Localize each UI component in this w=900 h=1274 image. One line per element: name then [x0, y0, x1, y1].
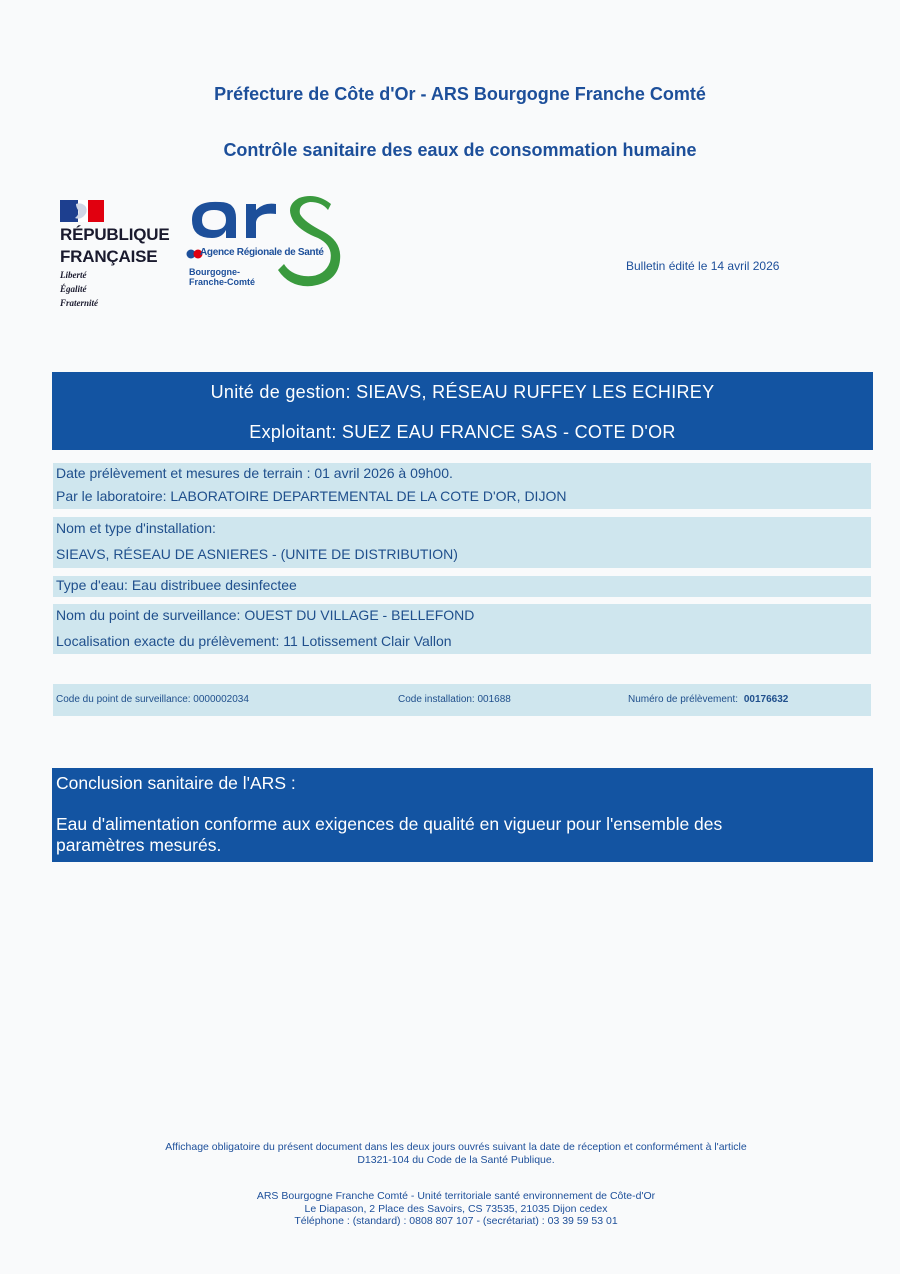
marianne-flag-icon — [60, 200, 104, 222]
footer-notice-line1: Affichage obligatoire du présent document dans les deux jours ouvrés suivant la date de réception et conformément à l'article — [165, 1141, 747, 1153]
point-surveillance: Nom du point de surveillance: OUEST DU VILLAGE - BELLEFOND — [56, 607, 475, 623]
type-eau-box — [53, 576, 871, 597]
installation-label: Nom et type d'installation: — [56, 520, 216, 536]
codes-box — [53, 684, 871, 716]
page-title: Préfecture de Côte d'Or - ARS Bourgogne Franche Comté — [214, 84, 706, 104]
code-installation: Code installation: 001688 — [398, 694, 511, 705]
footer-notice-line2: D1321-104 du Code de la Santé Publique. — [357, 1153, 555, 1166]
numero-prelevement-label: Numéro de prélèvement: — [628, 694, 739, 705]
republique-line1: RÉPUBLIQUE — [60, 225, 170, 244]
footer-address-line3: Téléphone : (standard) : 0808 807 107 - (secrétariat) : 03 39 59 53 01 — [294, 1215, 618, 1227]
ars-region-line2: Franche-Comté — [189, 277, 256, 287]
conclusion-text-line1: Eau d'alimentation conforme aux exigences de qualité en vigueur pour l'ensemble des — [56, 814, 723, 834]
conclusion-box — [52, 768, 873, 862]
motto-fraternite: Fraternité — [60, 298, 99, 308]
bulletin-date: Bulletin édité le 14 avril 2026 — [626, 259, 780, 273]
code-point-surveillance: Code du point de surveillance: 0000002034 — [56, 694, 249, 705]
unite-gestion: Unité de gestion: SIEAVS, RÉSEAU RUFFEY LES ECHIREY — [210, 382, 715, 402]
conclusion-text-line2: paramètres mesurés. — [56, 835, 222, 855]
exploitant: Exploitant: SUEZ EAU FRANCE SAS - COTE D'OR — [249, 422, 676, 442]
gestion-box — [52, 372, 873, 450]
laboratoire: Par le laboratoire: LABORATOIRE DEPARTEMENTAL DE LA COTE D'OR, DIJON — [56, 488, 567, 504]
numero-prelevement-value: 00176632 — [743, 694, 789, 705]
ars-subtitle: Agence Régionale de Santé — [200, 247, 324, 258]
conclusion-title: Conclusion sanitaire de l'ARS : — [56, 773, 296, 793]
prelevement-box — [53, 463, 871, 509]
installation-box — [53, 517, 871, 568]
footer-address-line2: Le Diapason, 2 Place des Savoirs, CS 73535, 21035 Dijon cedex — [304, 1202, 608, 1215]
localisation-prelevement: Localisation exacte du prélèvement: 11 Lotissement Clair Vallon — [56, 633, 452, 649]
motto-liberte: Liberté — [60, 270, 87, 280]
footer-address-line1: ARS Bourgogne Franche Comté - Unité territoriale santé environnement de Côte-d'Or — [256, 1190, 656, 1202]
type-eau: Type d'eau: Eau distribuee desinfectee — [56, 577, 297, 593]
numero-prelevement — [628, 694, 788, 705]
date-prelevement: Date prélèvement et mesures de terrain : 01 avril 2026 à 09h00. — [56, 465, 453, 481]
ars-logo — [186, 190, 356, 300]
footer-notice — [0, 1141, 900, 1166]
ars-region-line1: Bourgogne- — [189, 267, 240, 277]
ars-region — [189, 267, 255, 287]
surveillance-box — [53, 604, 871, 654]
republique-francaise-logo — [60, 200, 180, 308]
motto-egalite: Égalité — [60, 284, 87, 294]
footer-address — [0, 1190, 900, 1228]
republique-line2: FRANÇAISE — [60, 247, 158, 266]
page-subtitle: Contrôle sanitaire des eaux de consommation humaine — [223, 140, 697, 160]
installation-value: SIEAVS, RÉSEAU DE ASNIERES - (UNITE DE DISTRIBUTION) — [56, 546, 458, 562]
